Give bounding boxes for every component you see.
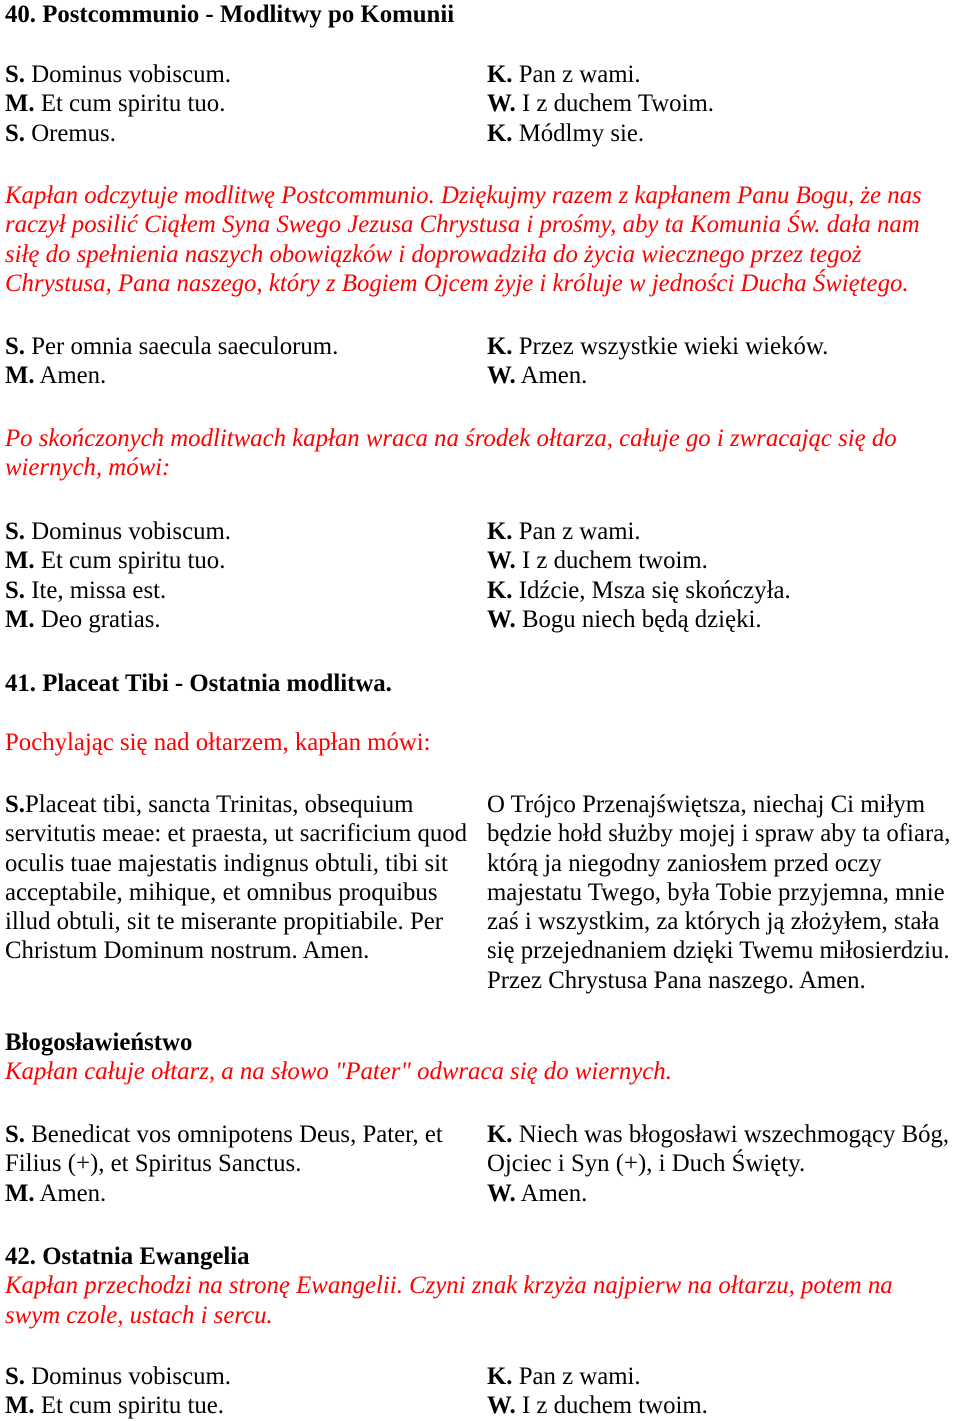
rubric-line: wiernych, mówi:: [5, 454, 171, 482]
rubric-paragraph: [5, 728, 960, 757]
dialogue-row: [5, 576, 960, 605]
polish-line: [487, 1149, 960, 1178]
polish-text: Pan z wami.: [518, 61, 641, 88]
polish-text: I z duchem twoim.: [521, 547, 708, 575]
dialogue-row: [5, 119, 960, 148]
rubric-line: swym czole, ustach i sercu.: [5, 1301, 273, 1329]
polish-line: [487, 1179, 960, 1208]
rubric-line: raczył posilić Ciąłem Syna Swego Jezusa Chrystusa i prośmy, aby ta Komunia Św. dała nam: [5, 211, 920, 239]
polish-text: Amen.: [520, 362, 588, 390]
section-heading: Błogosławieństwo: [5, 1029, 193, 1056]
polish-text: I z duchem Twoim.: [521, 90, 714, 118]
polish-line: [487, 576, 960, 605]
speaker-label: M.: [5, 1179, 35, 1207]
section-heading: 41. Placeat Tibi - Ostatnia modlitwa.: [5, 670, 392, 697]
polish-line: [487, 119, 960, 148]
latin-line: [5, 517, 487, 546]
rubric-line: Po skończonych modlitwach kapłan wraca na środek ołtarza, całuje go i zwracając się do: [5, 425, 897, 452]
speaker-label: W.: [487, 90, 516, 118]
section-42-header: [5, 1242, 960, 1330]
prayer-line: się przejednaniem dzięki Twemu miłosierdziu.: [487, 937, 950, 965]
speaker-label: K.: [487, 119, 513, 147]
speaker-label: S.: [5, 791, 25, 818]
latin-line: [5, 1120, 487, 1149]
rubric-line: Kapłan całuje ołtarz, a na słowo "Pater" odwraca się do wiernych.: [5, 1058, 672, 1086]
latin-text: Benedicat vos omnipotens Deus, Pater, et: [31, 1121, 443, 1148]
polish-text: I z duchem twoim.: [521, 1392, 708, 1420]
speaker-label: K.: [487, 1363, 513, 1390]
latin-line: [5, 1149, 487, 1178]
dialogue-row: [5, 60, 960, 89]
latin-text: Placeat tibi, sancta Trinitas, obsequium: [25, 791, 414, 818]
latin-text: Amen.: [39, 362, 107, 390]
speaker-label: K.: [487, 576, 513, 604]
latin-text: Oremus.: [31, 119, 116, 147]
latin-text: Dominus vobiscum.: [31, 518, 231, 545]
latin-text: Et cum spiritu tuo.: [40, 90, 226, 118]
polish-line: [487, 60, 960, 89]
latin-text: Et cum spiritu tuo.: [40, 547, 226, 575]
polish-line: [487, 1391, 960, 1420]
polish-line: [487, 1120, 960, 1149]
prayer-line: Christum Dominum nostrum. Amen.: [5, 937, 370, 965]
dialogue-block: [5, 1120, 960, 1208]
speaker-label: K.: [487, 1121, 513, 1148]
dialogue-row: [5, 332, 960, 361]
polish-text: Ojciec i Syn (+), i Duch Święty.: [487, 1150, 806, 1178]
prayer-polish: [487, 790, 960, 995]
speaker-label: M.: [5, 547, 35, 575]
latin-line: [5, 89, 487, 118]
speaker-label: S.: [5, 1363, 25, 1390]
latin-text: Amen.: [39, 1179, 107, 1207]
dialogue-row: [5, 361, 960, 390]
speaker-label: K.: [487, 333, 513, 360]
prayer-line: oculis tuae majestatis indignus obtuli, tibi sit: [5, 849, 448, 877]
dialogue-row: [5, 89, 960, 118]
prayer-line: zaś i wszystkim, za których ją złożyłem, stała: [487, 908, 940, 936]
rubric-line: Kapłan odczytuje modlitwę Postcommunio. Dziękujmy razem z kapłanem Panu Bogu, że nas: [5, 182, 922, 209]
prayer-line: illud obtuli, sit te miserante propitiabile. Per: [5, 908, 444, 936]
speaker-label: M.: [5, 1392, 35, 1420]
speaker-label: S.: [5, 119, 25, 147]
polish-text: Módlmy sie.: [518, 119, 645, 147]
polish-text: Przez wszystkie wieki wieków.: [518, 333, 829, 360]
dialogue-row: [5, 1362, 960, 1391]
rubric-line: Chrystusa, Pana naszego, który z Bogiem Ojcem żyje i króluje w jedności Ducha Świętego.: [5, 269, 909, 297]
prayer-line: [5, 790, 487, 819]
prayer-block: [5, 790, 960, 995]
dialogue-row: [5, 1149, 960, 1178]
prayer-line: Przez Chrystusa Pana naszego. Amen.: [487, 966, 866, 994]
prayer-line: będzie hołd służby mojej i spraw aby ta ofiara,: [487, 820, 951, 848]
latin-text: Deo gratias.: [40, 605, 161, 633]
rubric-line: Kapłan przechodzi na stronę Ewangelii. Czyni znak krzyża najpierw na ołtarzu, potem na: [5, 1272, 893, 1300]
section-heading: 42. Ostatnia Ewangelia: [5, 1243, 250, 1270]
dialogue-block: [5, 60, 960, 148]
polish-line: [487, 332, 960, 361]
polish-line: [487, 89, 960, 118]
latin-text: Et cum spiritu tue.: [40, 1392, 225, 1420]
speaker-label: S.: [5, 576, 25, 604]
prayer-line: servitutis meae: et praesta, ut sacrificium quod: [5, 820, 468, 848]
dialogue-row: [5, 1120, 960, 1149]
polish-line: [487, 605, 960, 634]
latin-text: Filius (+), et Spiritus Sanctus.: [5, 1150, 302, 1178]
rubric-line: Pochylając się nad ołtarzem, kapłan mówi:: [5, 729, 431, 756]
speaker-label: M.: [5, 90, 35, 118]
latin-line: [5, 1391, 487, 1420]
dialogue-row: [5, 517, 960, 546]
polish-line: [487, 361, 960, 390]
speaker-label: S.: [5, 1121, 25, 1148]
section-40-header: [5, 0, 960, 29]
polish-text: Bogu niech będą dzięki.: [521, 605, 762, 633]
latin-line: [5, 605, 487, 634]
latin-line: [5, 361, 487, 390]
speaker-label: M.: [5, 605, 35, 633]
prayer-latin: [5, 790, 487, 995]
dialogue-row: [5, 605, 960, 634]
speaker-label: W.: [487, 1179, 516, 1207]
dialogue-block: [5, 332, 960, 391]
rubric-paragraph: [5, 424, 960, 483]
rubric-paragraph: [5, 181, 960, 298]
polish-text: Idźcie, Msza się skończyła.: [518, 576, 791, 604]
rubric-line: siłę do spełnienia naszych obowiązków i doprowadziła do życia wiecznego przez tegoż: [5, 240, 862, 268]
dialogue-row: [5, 1391, 960, 1420]
polish-line: [487, 546, 960, 575]
polish-text: Pan z wami.: [518, 518, 641, 545]
latin-text: Dominus vobiscum.: [31, 1363, 231, 1390]
latin-text: Dominus vobiscum.: [31, 61, 231, 88]
speaker-label: K.: [487, 61, 513, 88]
blessing-header: [5, 1028, 960, 1087]
speaker-label: W.: [487, 1392, 516, 1420]
dialogue-block: [5, 517, 960, 634]
latin-line: [5, 1362, 487, 1391]
latin-line: [5, 576, 487, 605]
latin-line: [5, 119, 487, 148]
polish-text: Amen.: [520, 1179, 588, 1207]
polish-text: Niech was błogosławi wszechmogący Bóg,: [518, 1121, 950, 1148]
speaker-label: S.: [5, 333, 25, 360]
speaker-label: W.: [487, 605, 516, 633]
speaker-label: K.: [487, 518, 513, 545]
section-heading: 40. Postcommunio - Modlitwy po Komunii: [5, 1, 455, 28]
polish-line: [487, 1362, 960, 1391]
prayer-line: acceptabile, mihique, et omnibus proquibus: [5, 878, 438, 906]
speaker-label: S.: [5, 61, 25, 88]
section-41-header: [5, 669, 960, 698]
dialogue-row: [5, 1179, 960, 1208]
latin-line: [5, 60, 487, 89]
dialogue-block: [5, 1362, 960, 1421]
latin-line: [5, 546, 487, 575]
dialogue-row: [5, 546, 960, 575]
speaker-label: S.: [5, 518, 25, 545]
latin-line: [5, 1179, 487, 1208]
speaker-label: W.: [487, 362, 516, 390]
latin-text: Per omnia saecula saeculorum.: [31, 333, 339, 360]
prayer-line: O Trójco Przenajświętsza, niechaj Ci miłym: [487, 791, 926, 818]
latin-text: Ite, missa est.: [31, 576, 167, 604]
prayer-line: majestatu Twego, była Tobie przyjemna, mnie: [487, 878, 945, 906]
polish-text: Pan z wami.: [518, 1363, 641, 1390]
latin-line: [5, 332, 487, 361]
speaker-label: M.: [5, 362, 35, 390]
polish-line: [487, 517, 960, 546]
prayer-line: którą ja niegodny zaniosłem przed oczy: [487, 849, 882, 877]
speaker-label: W.: [487, 547, 516, 575]
